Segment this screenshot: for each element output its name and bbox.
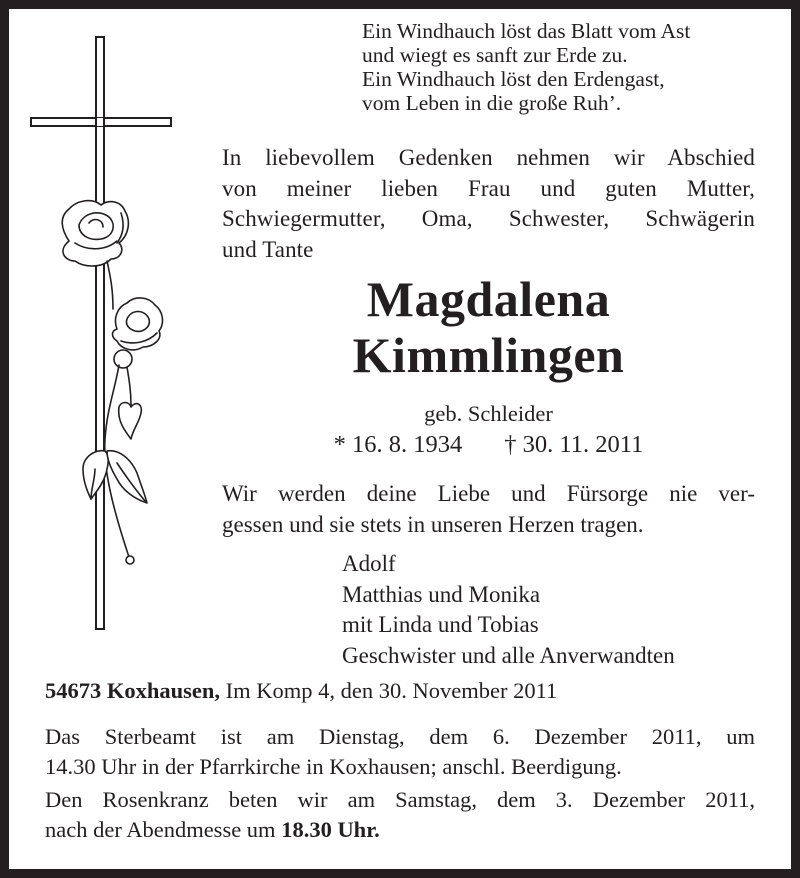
address-detail: Im Komp 4, den 30. November 2011 xyxy=(220,678,558,703)
intro-line: von meiner lieben Frau und guten Mutter, xyxy=(222,175,755,201)
intro-line: Schwiegermutter, Oma, Schwester, Schwägerin xyxy=(222,206,755,231)
deceased-first-name: Magdalena xyxy=(366,271,611,327)
thanks-paragraph xyxy=(222,479,755,540)
rosary-time: 18.30 Uhr. xyxy=(281,817,380,842)
intro-paragraph xyxy=(222,143,755,265)
address-place: 54673 Koxhausen, xyxy=(45,678,221,703)
mourners-list xyxy=(342,549,675,671)
mourner: Adolf xyxy=(342,551,396,576)
funeral-mass-line: 14.30 Uhr in der Pfarrkirche in Koxhausen; anschl. Beerdigung. xyxy=(45,754,622,779)
maiden-name: geb. Schleider xyxy=(424,401,553,426)
funeral-mass-line: Das Sterbeamt ist am Dienstag, dem 6. Dezember 2011, um xyxy=(45,724,755,749)
poem xyxy=(362,19,690,115)
life-dates xyxy=(222,430,755,460)
mourner: Geschwister und alle Anverwandten xyxy=(342,642,675,668)
rosary-line: Den Rosenkranz beten wir am Samstag, dem 3. Dezember 2011, xyxy=(45,787,755,812)
poem-line: Ein Windhauch löst das Blatt vom Ast xyxy=(362,19,691,43)
deceased-last-name: Kimmlingen xyxy=(352,327,625,383)
thanks-line: Wir werden deine Liebe und Fürsorge nie ver- xyxy=(222,481,755,506)
thanks-line: gessen und sie stets in unseren Herzen tragen. xyxy=(222,511,644,537)
funeral-mass-paragraph xyxy=(45,722,755,782)
intro-line: und Tante xyxy=(222,236,314,262)
birth-date: * 16. 8. 1934 xyxy=(333,431,463,458)
mourner: Matthias und Monika xyxy=(342,581,541,607)
poem-line: vom Leben in die große Ruh’. xyxy=(362,91,622,115)
poem-line: Ein Windhauch löst den Erdengast, xyxy=(362,67,665,91)
poem-line: und wiegt es sanft zur Erde zu. xyxy=(362,43,628,67)
mourner: mit Linda und Tobias xyxy=(342,612,539,637)
obituary-card xyxy=(9,9,791,869)
address-line xyxy=(45,676,755,706)
intro-line: In liebevollem Gedenken nehmen wir Abschied xyxy=(222,145,755,170)
death-date: † 30. 11. 2011 xyxy=(504,431,644,458)
rosary-prefix: nach der Abendmesse um xyxy=(45,817,282,842)
cross-with-roses-icon xyxy=(21,29,191,644)
rosary-line xyxy=(45,815,755,845)
rosary-paragraph xyxy=(45,785,755,845)
